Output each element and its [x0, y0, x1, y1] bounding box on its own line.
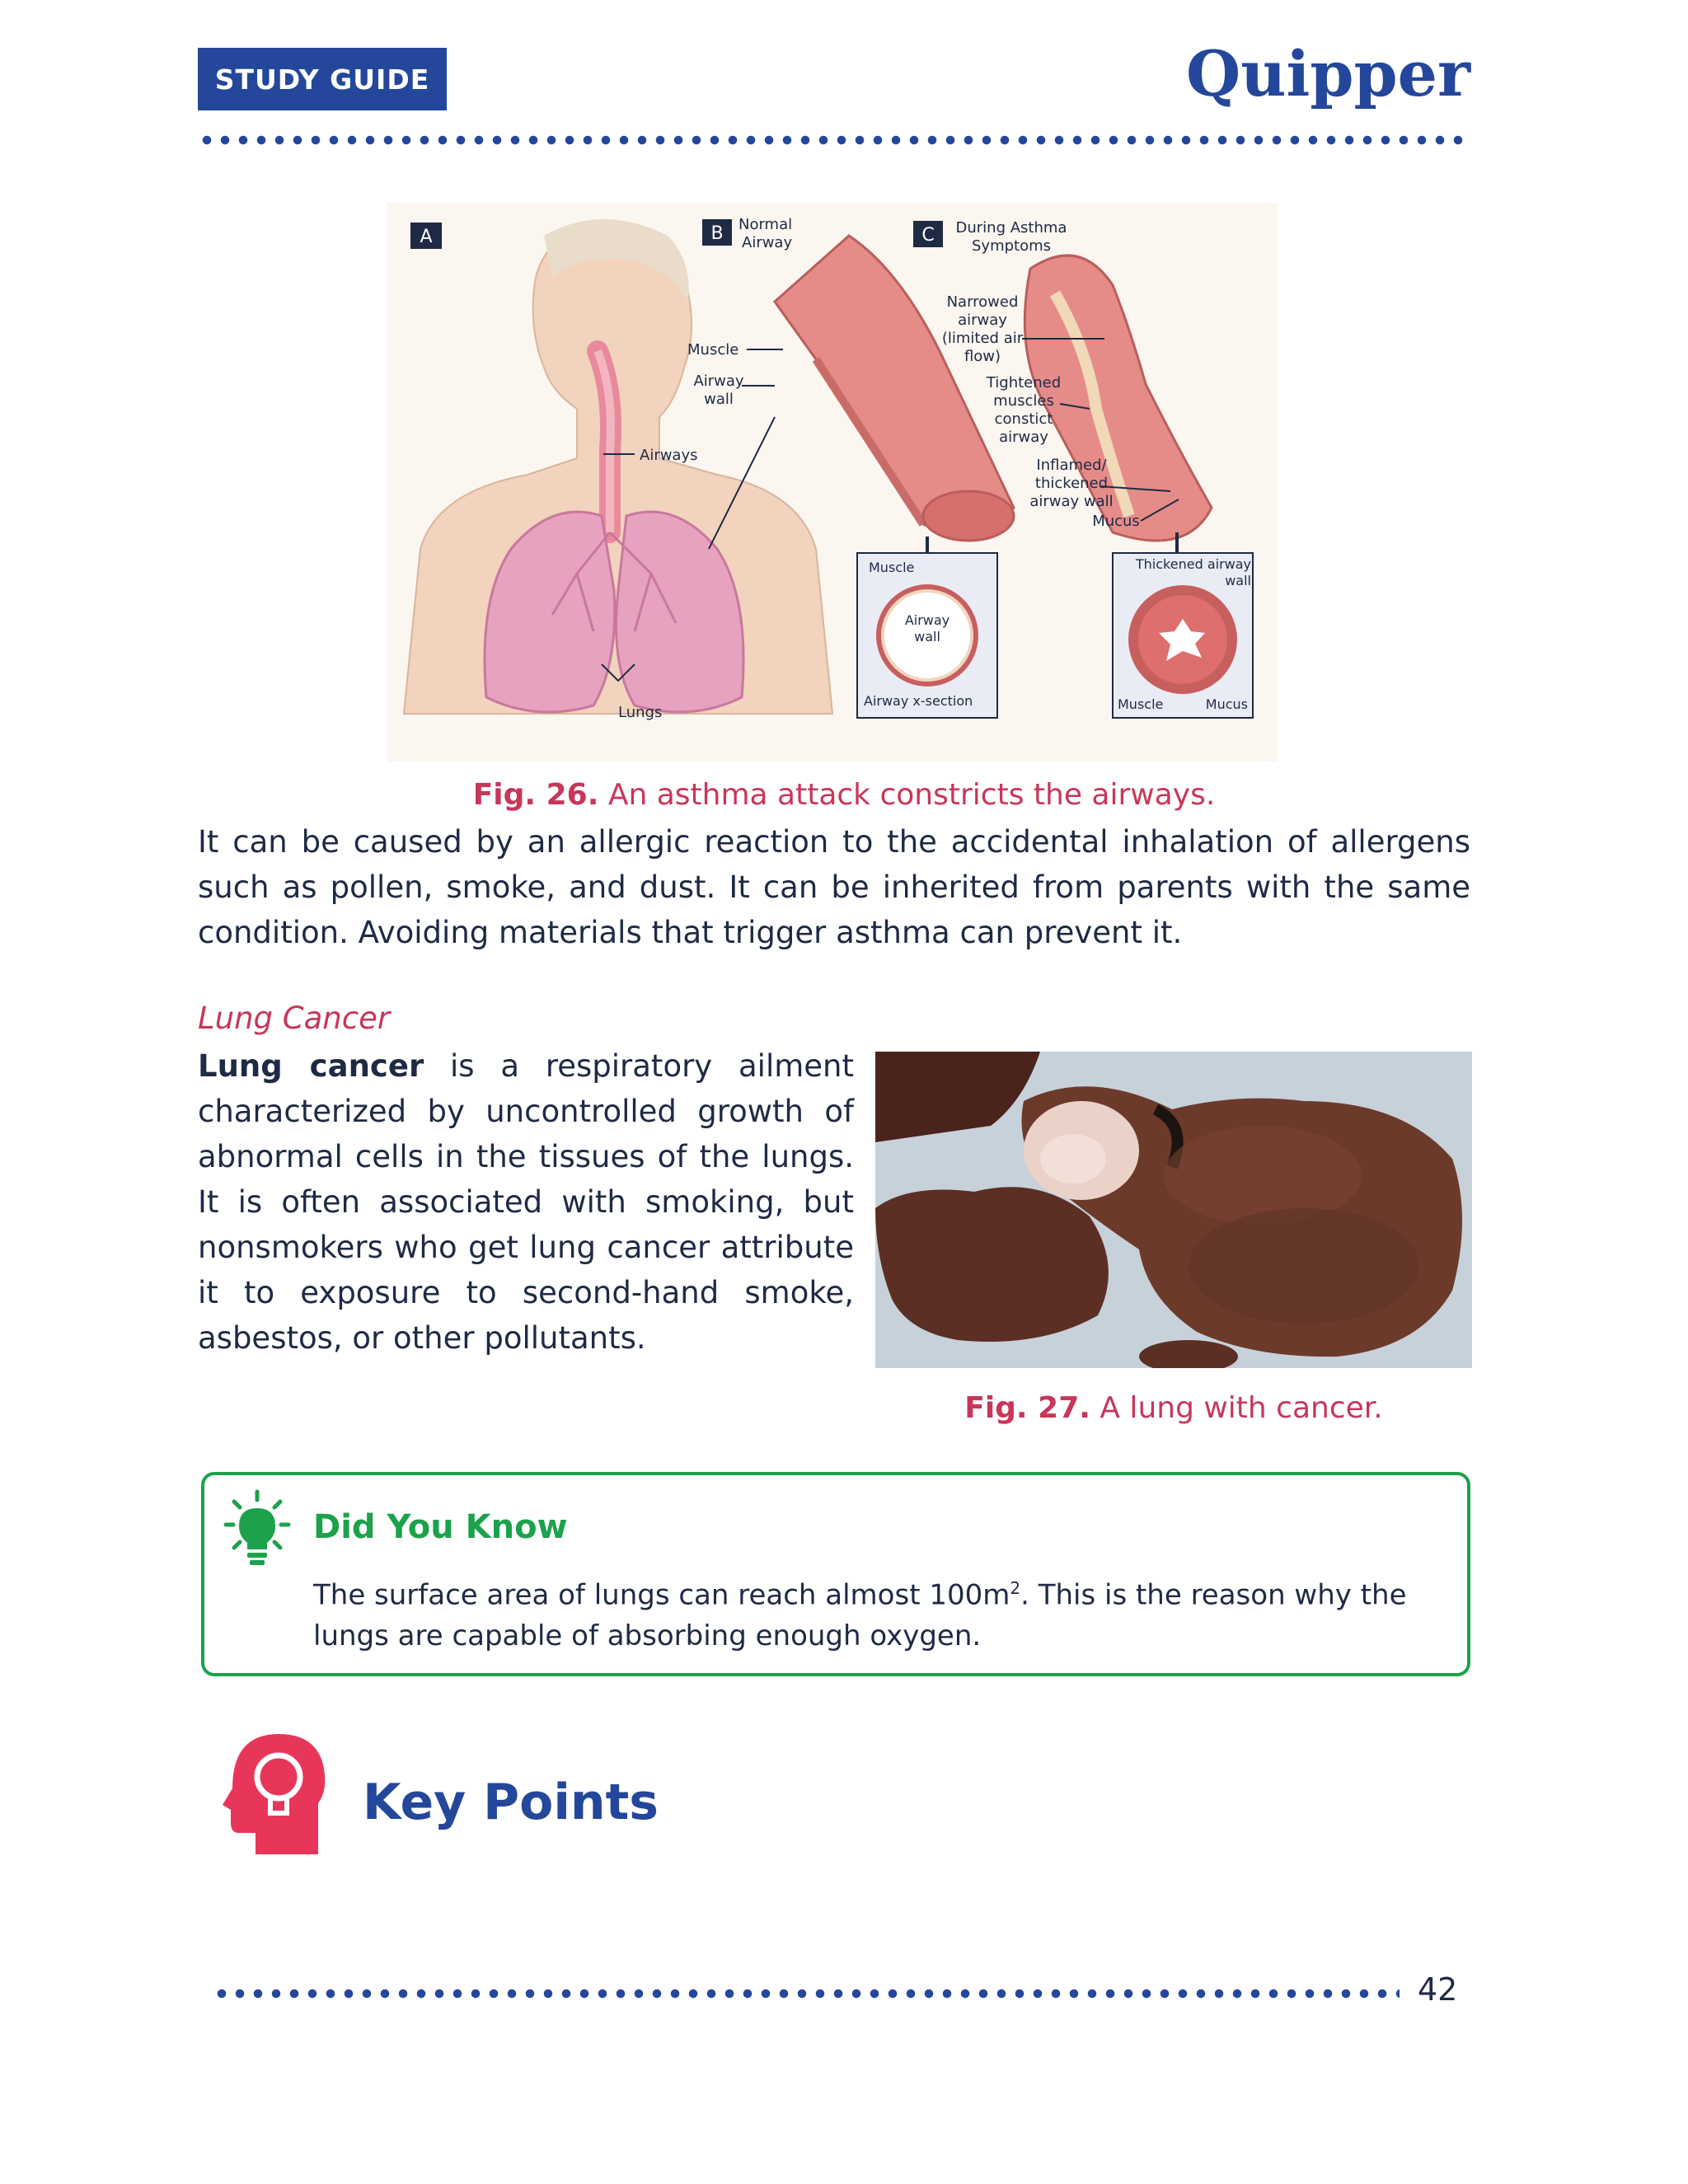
svg-text:wall: wall: [704, 391, 734, 408]
svg-text:airway: airway: [958, 312, 1007, 329]
tightened-muscles-label: Tightened: [986, 374, 1062, 391]
svg-text:muscles: muscles: [993, 392, 1054, 410]
did-you-know-title: Did You Know: [313, 1508, 568, 1546]
study-guide-badge: STUDY GUIDE: [198, 48, 447, 110]
key-points-heading: Key Points: [363, 1774, 659, 1831]
figure-26-caption: Fig. 26. An asthma attack constricts the airways.: [472, 778, 1216, 812]
c-mucus-label: Mucus: [1205, 696, 1248, 712]
normal-airway-label: Normal: [738, 216, 793, 233]
lung-cancer-photo: [875, 1052, 1472, 1368]
header-dotted-divider: [198, 135, 1470, 145]
muscle-label: Muscle: [687, 341, 739, 359]
lungs-label: Lungs: [618, 704, 663, 721]
head-lightbulb-icon: [221, 1731, 328, 1858]
svg-text:flow): flow): [964, 348, 1001, 365]
xsection-muscle-label: Muscle: [869, 560, 915, 575]
svg-text:wall: wall: [914, 629, 940, 644]
lightbulb-icon: [223, 1488, 292, 1571]
airways-label: Airways: [640, 447, 698, 464]
page-number: 42: [1418, 1971, 1458, 2008]
svg-text:(limited air: (limited air: [941, 330, 1024, 347]
figure-27-caption: Fig. 27. A lung with cancer.: [964, 1391, 1383, 1425]
asthma-label: During Asthma: [955, 219, 1067, 237]
thickened-wall-label: Thickened airway: [1135, 556, 1251, 572]
svg-text:Airway: Airway: [742, 234, 793, 251]
inflamed-wall-label: Inflamed/: [1036, 457, 1107, 474]
airway-xsection-label: Airway x-section: [864, 693, 973, 709]
asthma-figure: [387, 203, 1278, 762]
did-you-know-text: The surface area of lungs can reach almost $100m^2$. This is the reason why the lungs are capable of absorbing enough oxygen.: [313, 1578, 1407, 1653]
svg-text:thickened: thickened: [1034, 475, 1109, 492]
xsection-airway-wall-label: Airway: [904, 612, 950, 628]
lung-cancer-paragraph: Lung cancer is a respiratory ailment characterized by uncontrolled growth of abnormal cells in the tissues of the lungs. It is often associated with smoking, but nonsmokers who get lung cancer attribute it to exposure to second-hand smoke, asbestos, or other pollutants.: [198, 1048, 854, 1356]
lung-cancer-heading: Lung Cancer: [198, 1001, 391, 1036]
panel-a-label: A: [420, 227, 433, 247]
mucus-label: Mucus: [1092, 513, 1140, 530]
panel-c-label: C: [921, 225, 935, 246]
footer-dotted-divider: [213, 1989, 1400, 1999]
svg-text:Symptoms: Symptoms: [971, 237, 1052, 255]
svg-text:airway: airway: [999, 429, 1048, 446]
svg-text:airway wall: airway wall: [1029, 493, 1114, 510]
asthma-causes-paragraph: It can be caused by an allergic reaction to the accidental inhalation of allergens such as pollen, smoke, and dust. It can be inherited from parents with the same condition. Avoiding materials that trigger asthma can prevent it.: [198, 824, 1470, 950]
c-muscle-label: Muscle: [1118, 696, 1164, 712]
svg-text:wall: wall: [1225, 573, 1251, 588]
panel-b-label: B: [710, 223, 724, 244]
airway-wall-label: Airway: [693, 373, 744, 390]
quipper-logo: Quipper: [1185, 37, 1470, 110]
narrowed-airway-label: Narrowed: [946, 293, 1019, 311]
svg-text:constict: constict: [994, 410, 1053, 428]
